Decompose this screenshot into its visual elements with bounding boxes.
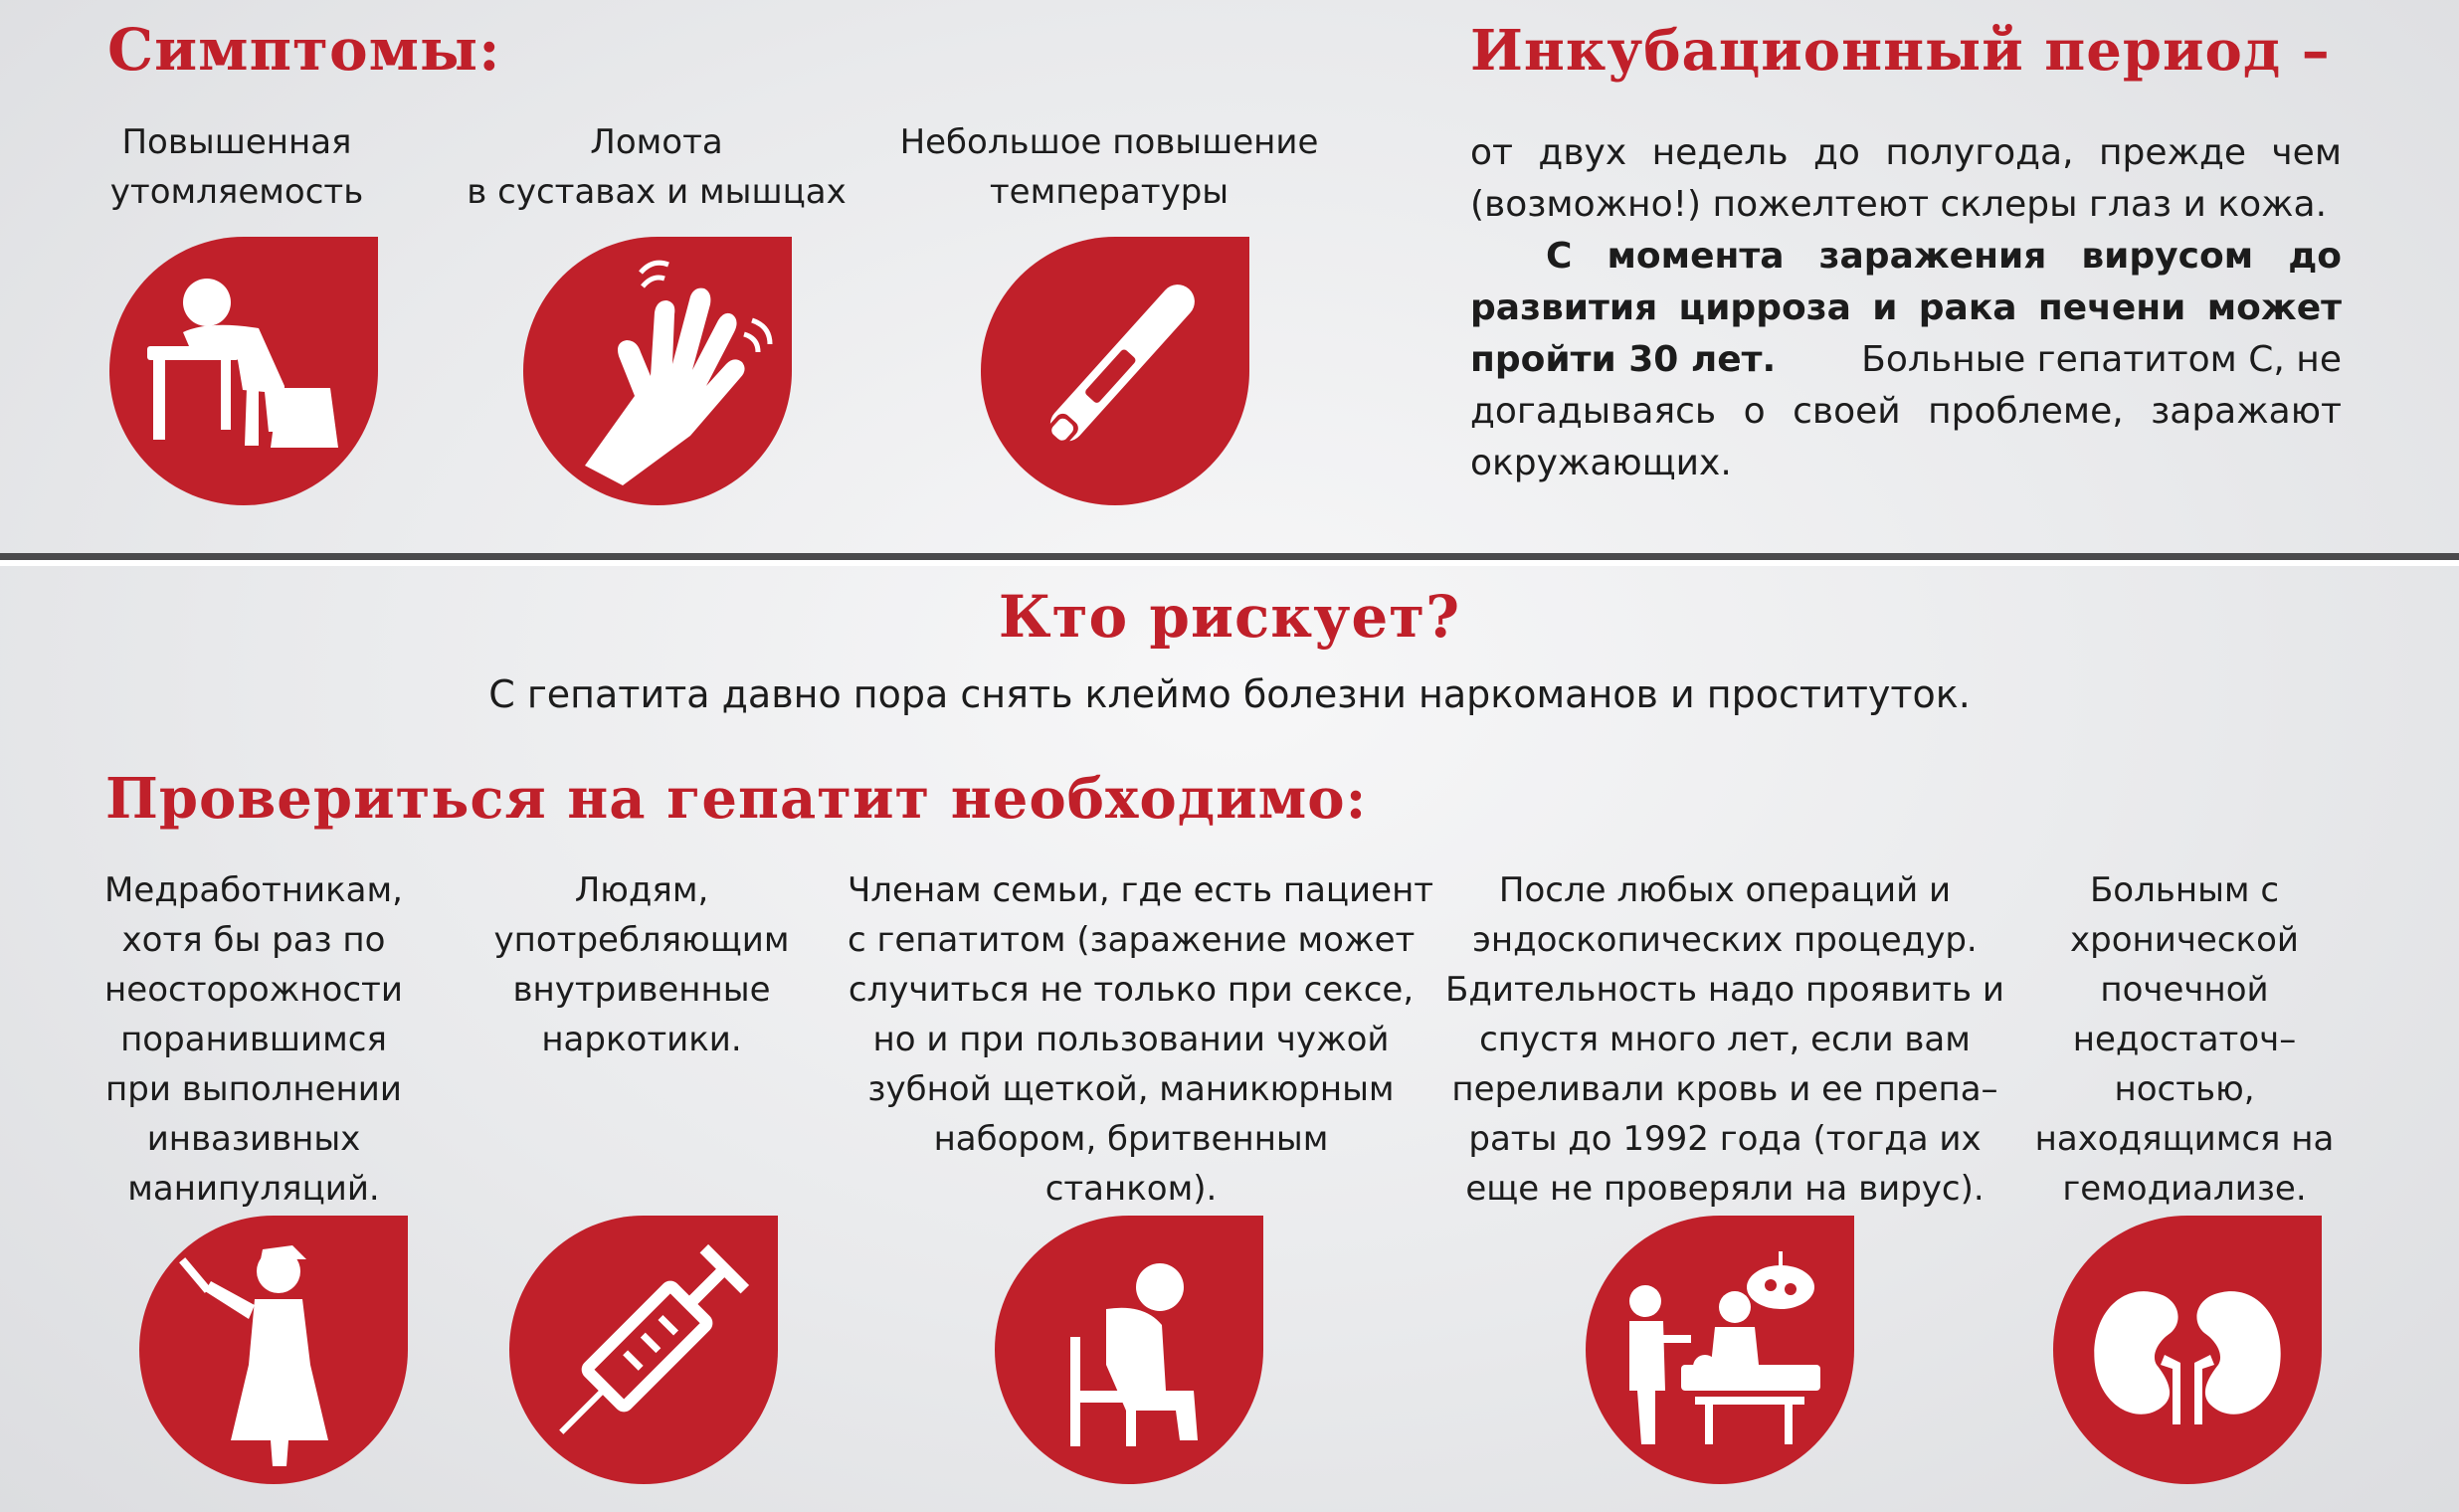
- symptom-caption-fever: Небольшое повышение температуры: [899, 122, 1319, 212]
- check-drop-kidney: [2053, 1216, 2322, 1484]
- check-title: Провериться на гепатит необходимо:: [105, 766, 1368, 832]
- section-divider-highlight: [0, 560, 2459, 566]
- nurse-with-syringe-icon: [139, 1216, 408, 1484]
- check-caption-operations: После любых операций и эндоскопических процедур. Бдительность надо проявить и спустя много лет, если вам переливали кровь и ее препа– раты до 1992 года (тогда их еще не проверяли на вирус).: [1445, 870, 2004, 1209]
- tired-person-at-desk-icon: [109, 237, 378, 505]
- kidneys-icon: [2053, 1216, 2322, 1484]
- check-caption-medworkers: Медработникам, хотя бы раз по неосторожности поранившимся при выполнении инвазивных манипуляций.: [104, 870, 403, 1209]
- check-drop-drug-users: [509, 1216, 778, 1484]
- check-drop-operations: [1586, 1216, 1854, 1484]
- section-divider: [0, 553, 2459, 560]
- check-caption-family: Членам семьи, где есть пациент с гепатитом (заражение может случиться не только при сексе, но и при пользовании чужой зубной щеткой, маникюрным набором, бритвенным станком).: [848, 870, 1434, 1209]
- symptoms-title: Симптомы:: [107, 16, 501, 84]
- risk-subtitle: С гепатита давно пора снять клеймо болезни наркоманов и проституток.: [488, 672, 1971, 716]
- symptom-drop-aches: [523, 237, 792, 505]
- surgery-icon: [1586, 1216, 1854, 1484]
- thermometer-icon: [981, 237, 1249, 505]
- sick-person-on-chair-icon: [995, 1216, 1263, 1484]
- symptom-drop-fever: [981, 237, 1249, 505]
- check-caption-kidney: Больным с хронической почечной недостаточ– ностью, находящимся на гемодиализе.: [2034, 870, 2335, 1209]
- check-drop-medworkers: [139, 1216, 408, 1484]
- symptom-caption-aches: Ломота в суставах и мышцах: [467, 122, 847, 212]
- check-caption-drug-users: Людям, употребляющим внутривенные наркотики.: [493, 870, 790, 1059]
- aching-hand-icon: [523, 237, 792, 505]
- incubation-text: от двух недель до полугода, прежде чем (возможно!) пожелтеют склеры глаз и кожа. С момента заражения вирусом до развития цирроза и рака печени может пройти 30 лет. Больные гепатитом С, не догадываясь о своей проблеме, заражают окружающих.: [1470, 132, 2342, 483]
- check-drop-family: [995, 1216, 1263, 1484]
- symptom-drop-fatigue: [109, 237, 378, 505]
- incubation-title: Инкубационный период –: [1470, 18, 2331, 84]
- syringe-icon: [509, 1216, 778, 1484]
- symptom-caption-fatigue: Повышенная утомляемость: [109, 122, 364, 212]
- risk-title: Кто рискует?: [998, 583, 1461, 651]
